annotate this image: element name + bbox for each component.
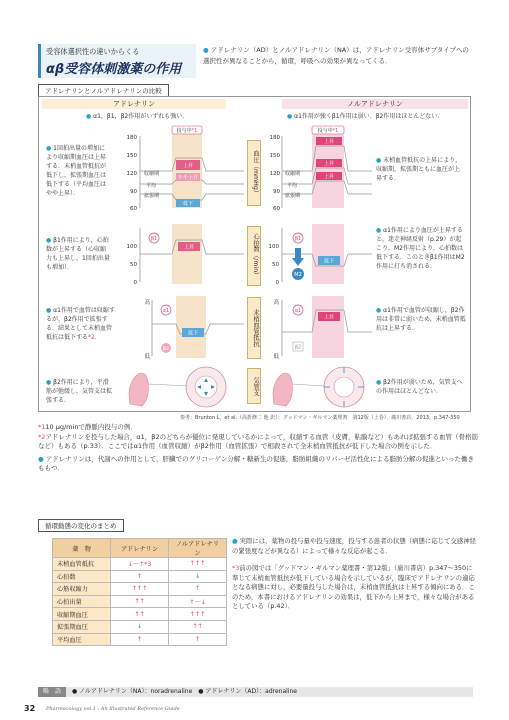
note-2: *2アドレナリンを投与した場合，α1，β2のどちらが優位に発現しているかによって，収縮する血管（皮膚，粘膜など）もあれば拡張する血管（骨格筋など）もある（p.33）．ここではα1作用（血管収縮）がβ2作用（血管拡張）で相殺されて全末梢血管抵抗が低下した場合の例を示した．: [38, 432, 478, 450]
svg-text:90: 90: [273, 189, 280, 195]
book-title: Pharmacology vol.1 : An Illustrated Reference Guide: [46, 706, 180, 712]
svg-text:β2: β2: [294, 344, 302, 351]
circulation-table: [52, 538, 227, 646]
noradrenaline-note: ● α1作用が強くβ1作用は弱い．β2作用はほとんどない．: [287, 113, 444, 120]
svg-text:100: 100: [126, 244, 137, 250]
svg-text:投与中*1: 投与中*1: [317, 128, 339, 134]
bp-right-desc: ● 末梢血管抵抗の上昇により，収縮期，拡張期ともに血圧が上昇する．: [376, 157, 462, 182]
table-row: 心筋収縮力 ↑↑↑ ↑: [53, 583, 227, 596]
row-tag-bronchus: 気管支: [247, 368, 261, 404]
header-noradrenaline: ノルアドレナリン: [169, 539, 227, 558]
svg-text:β1: β1: [150, 236, 158, 242]
svg-text:0: 0: [275, 280, 279, 286]
footnotes: [38, 423, 478, 474]
svg-text:α1: α1: [162, 308, 170, 314]
svg-text:投与中*1: 投与中*1: [176, 128, 198, 134]
svg-text:高: 高: [273, 300, 279, 306]
page-subtitle: 受容体選択性の違いからくる: [46, 47, 140, 56]
svg-text:50: 50: [272, 262, 279, 268]
svg-text:平均: 平均: [287, 183, 298, 189]
svg-text:120: 120: [269, 171, 280, 177]
bronchus-no-effect-illustration: [264, 364, 374, 410]
bp-chart-adrenaline: [110, 124, 246, 210]
row-tag-heart-rate: 心拍数（/min）: [247, 226, 261, 286]
svg-text:150: 150: [126, 153, 137, 159]
hr-chart-noradrenaline: [262, 224, 374, 286]
header-adrenaline: アドレナリン: [111, 539, 169, 558]
circulation-note-3: *3前の図では「グッドマン・ギルマン薬理書・第12版」（廣川書店）p.347～350に準じて末梢血管抵抗が低下している場合を示しているが，臨床でアドレナリンの適応となる病態に対し，必要量投与した場合は，末梢血管抵抗は上昇する傾向にある．このため，本書におけるアドレナリンの効果は，低下から上昇まで，様々な場合があるとしている（p.42）．: [232, 564, 475, 610]
reference: 参考：Brunton L，et al.（高折修二 他 訳）：グッドマン・ギルマン薬理書 第12版（上巻），廣川書店，2013，p.347-350: [180, 415, 460, 421]
abbreviations: 略 語 ● ノルアドレナリン（NA）：noradrenaline ● アドレナリン（AD）：adrenaline: [38, 687, 473, 697]
svg-text:低下: 低下: [323, 258, 335, 265]
hr-left-desc: ● β1作用により，心拍数が上昇する（心収縮力も上昇し，1回拍出量も増加）．: [46, 237, 110, 271]
page-number: 32: [24, 704, 36, 713]
hr-chart-adrenaline: [120, 224, 246, 286]
intro-text: ● アドレナリン（AD）とノルアドレナリン（NA）は，アドレナリン受容体サブタイプへの選択性が異なることから，循環，呼吸への効果が異なってくる．: [203, 46, 469, 65]
svg-text:0: 0: [133, 280, 137, 286]
bronchus-dilation-illustration: [120, 364, 244, 410]
svg-text:120: 120: [126, 171, 137, 177]
svg-text:高: 高: [144, 300, 150, 306]
note-1: *110 μg/minで静脈内投与の例．: [38, 423, 137, 431]
svg-text:拡張期: 拡張期: [285, 193, 301, 199]
circulation-notes: [232, 537, 477, 612]
circulation-note-1: ● 実際には，薬物の投与量や投与速度，投与する患者の状態（病態に応じて交感神経の緊張度などが異なる）によって様々な反応が起こる．: [232, 537, 477, 555]
vr-right-desc: ● α1作用で血管が収縮し，β2作用は非常に弱いため，末梢血管抵抗は上昇する．: [376, 307, 466, 332]
svg-text:60: 60: [130, 206, 137, 210]
page-title: αβ受容体刺激薬の作用: [46, 62, 182, 77]
svg-text:上昇: 上昇: [323, 139, 335, 145]
vr-left-desc: ● α1作用で血管は収縮するが，β2作用で拡張する．結果として末梢血管抵抗は低下する*2．: [46, 307, 115, 341]
table-row: 心拍出量 ↑↑ ↑～↓: [53, 595, 227, 608]
table-row: 収縮期血圧 ↑↑ ↑↑↑: [53, 608, 227, 621]
bp-chart-noradrenaline: [262, 124, 374, 210]
table-row: 平均血圧 ↑ ↑: [53, 633, 227, 646]
svg-text:β2: β2: [162, 346, 170, 352]
hr-right-desc: ● α1作用により血圧が上昇すると，迷走神経反射（p.29）が起こり，M2作用により，心拍数は低下する．このときβ1作用はM2作用に打ち消される．: [376, 227, 465, 270]
svg-text:60: 60: [273, 206, 280, 210]
vr-chart-adrenaline: [140, 296, 246, 360]
svg-text:上昇: 上昇: [323, 161, 335, 167]
svg-text:180: 180: [126, 135, 137, 141]
svg-text:やや上昇: やや上昇: [177, 175, 199, 181]
table-row: 心拍数 ↑ ↓: [53, 570, 227, 583]
svg-text:上昇: 上昇: [183, 244, 195, 251]
row-tag-resistance: 末梢血管抵抗: [247, 297, 261, 359]
bullet-icon: ●: [203, 46, 211, 54]
svg-text:収縮期: 収縮期: [144, 171, 160, 177]
svg-text:低下: 低下: [182, 201, 194, 207]
svg-text:180: 180: [269, 135, 280, 141]
svg-text:上昇: 上昇: [182, 163, 194, 169]
vr-chart-noradrenaline: [262, 296, 374, 360]
br-left-desc: ● β2作用により，平滑筋が弛緩し，気管支は拡張する．: [46, 379, 113, 404]
svg-text:90: 90: [130, 189, 137, 195]
svg-text:収縮期: 収縮期: [285, 171, 301, 177]
svg-text:拡張期: 拡張期: [144, 193, 160, 199]
circulation-label: 循環動態の変化のまとめ: [38, 519, 124, 532]
svg-text:低: 低: [144, 354, 150, 360]
br-right-desc: ● β2作用が弱いため，気管支への作用はほとんどない．: [376, 379, 463, 395]
comparison-label: アドレナリンとノルアドレナリンの比較: [38, 84, 169, 97]
note-metabolism: ● アドレナリンは，代謝への作用として，肝臓でのグリコーゲン分解・糖新生の促進，脂肪組織のリパーゼ活性化による脂肪分解の促進といった働きももつ．: [38, 454, 475, 472]
table-row: 末梢血管抵抗 ↓～↑*3 ↑↑↑: [53, 558, 227, 571]
svg-text:100: 100: [268, 244, 279, 250]
table-row: 拡張期血圧 ↓ ↑↑: [53, 620, 227, 633]
svg-text:上昇: 上昇: [323, 314, 335, 321]
svg-text:低: 低: [273, 354, 279, 360]
svg-text:上昇: 上昇: [323, 174, 335, 180]
svg-text:150: 150: [269, 153, 280, 159]
svg-text:α1: α1: [294, 308, 302, 314]
svg-text:50: 50: [130, 262, 137, 268]
svg-text:β1: β1: [294, 236, 302, 242]
adrenaline-note: ● α1，β1，β2作用がいずれも強い．: [86, 113, 189, 120]
bp-left-desc: ● 1回拍出量の増加により収縮期血圧は上昇する．末梢血管抵抗が低下し，拡張期血圧は低下する（平均血圧はやや上昇）．: [46, 145, 107, 197]
svg-text:M2: M2: [294, 272, 302, 278]
table-header: [53, 539, 227, 558]
row-tag-blood-pressure: 血圧（mmHg）: [247, 140, 261, 206]
adrenaline-column-title: アドレナリン: [42, 99, 226, 109]
noradrenaline-column-title: ノルアドレナリン: [282, 99, 468, 109]
header-drug: 薬 物: [53, 539, 111, 558]
svg-text:低下: 低下: [187, 330, 199, 337]
svg-text:平均: 平均: [146, 183, 157, 189]
